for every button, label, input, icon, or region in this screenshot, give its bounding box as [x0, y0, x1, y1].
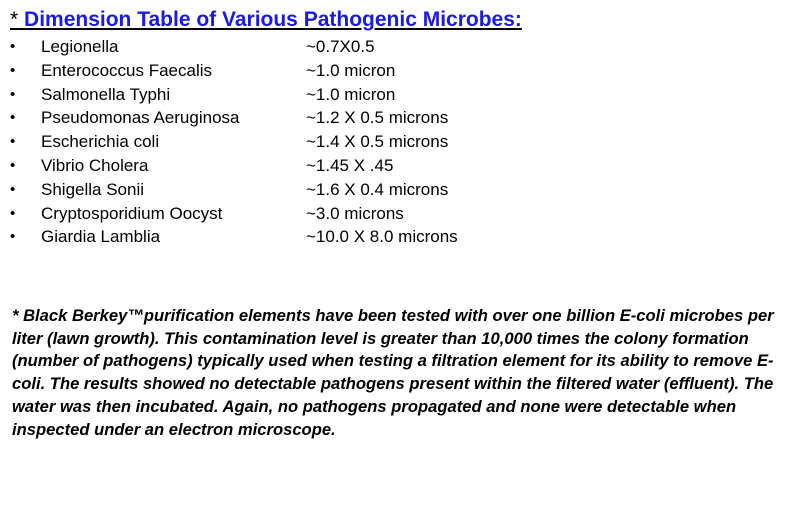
- bullet-icon: •: [10, 61, 16, 79]
- bullet-icon: •: [10, 180, 16, 198]
- bullet-icon: •: [10, 85, 16, 103]
- microbe-name: Cryptosporidium Oocyst: [41, 203, 223, 223]
- microbe-name: Salmonella Typhi: [41, 84, 171, 104]
- microbe-size: ~1.6 X 0.4 microns: [306, 179, 449, 199]
- microbe-size: ~10.0 X 8.0 microns: [306, 227, 458, 247]
- microbe-name: Legionella: [41, 37, 119, 56]
- page-title: [10, 7, 522, 33]
- microbe-name: Enterococcus Faecalis: [41, 60, 213, 80]
- microbe-name: Giardia Lamblia: [41, 227, 161, 247]
- bullet-icon: •: [10, 38, 16, 55]
- bullet-icon: •: [10, 228, 16, 246]
- bullet-icon: •: [10, 109, 16, 127]
- microbe-name: Shigella Sonii: [41, 179, 145, 199]
- microbe-size: ~3.0 microns: [306, 203, 404, 223]
- bullet-icon: •: [10, 156, 16, 174]
- title-asterisk: *: [10, 8, 19, 31]
- footnote-paragraph: * Black Berkey™purification elements have been tested with over one billion E-coli microbes per liter (lawn growth). This contamination level is greater than 10,000 times the colony formation (number of pathogens) typically used when testing a filtration element for its ability to remove E-coli. The results showed no detectable pathogens present within the filtered water (effluent). The water was then incubated. Again, no pathogens propagated and none were detectable when inspected under an electron microscope.: [12, 306, 774, 439]
- microbe-name: Pseudomonas Aeruginosa: [41, 108, 240, 128]
- title-text: Dimension Table of Various Pathogenic Microbes:: [24, 8, 522, 31]
- microbe-size: ~1.2 X 0.5 microns: [306, 108, 449, 128]
- bullet-icon: •: [10, 133, 16, 151]
- microbe-name: Escherichia coli: [41, 132, 160, 152]
- microbe-size: ~1.0 micron: [306, 84, 396, 104]
- microbe-size: ~1.4 X 0.5 microns: [306, 132, 449, 152]
- microbe-size: ~0.7X0.5: [306, 37, 375, 56]
- microbe-name: Vibrio Cholera: [41, 155, 149, 175]
- bullet-icon: •: [10, 204, 16, 222]
- microbe-size: ~1.45 X .45: [306, 155, 394, 175]
- microbe-size: ~1.0 micron: [306, 60, 396, 80]
